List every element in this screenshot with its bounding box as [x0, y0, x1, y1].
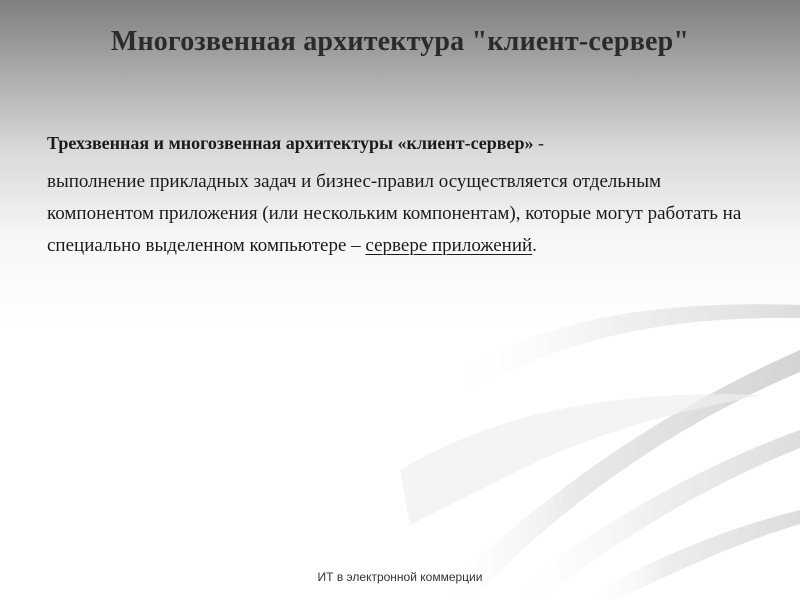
body-text: выполнение прикладных задач и бизнес-правил осуществляется отдельным компонентом приложения (или нескольким компонентам), которые могут работать на специально выделенном компьютере –	[47, 171, 742, 256]
slide-footer: ИТ в электронной коммерции	[317, 570, 483, 584]
body-period: .	[532, 235, 537, 256]
application-server-link[interactable]: сервере приложений	[365, 235, 533, 256]
body-paragraph	[47, 166, 767, 262]
lead-paragraph	[47, 128, 767, 158]
slide-body	[47, 128, 767, 262]
lead-dash: -	[533, 133, 545, 153]
slide-title: Многозвенная архитектура "клиент-сервер"	[110, 26, 690, 57]
lead-bold-text: Трехзвенная и многозвенная архитектуры «клиент-сервер»	[47, 133, 534, 153]
